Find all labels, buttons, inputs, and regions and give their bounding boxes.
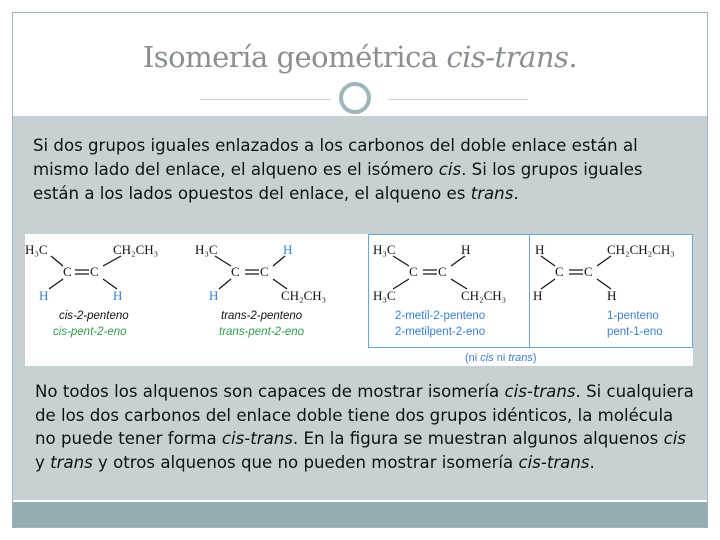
p2-f: cis bbox=[663, 429, 686, 448]
m3-bottom-right: CH₂CH₃ bbox=[461, 288, 507, 303]
non-isomer-note bbox=[465, 352, 537, 364]
note-trans: trans bbox=[508, 352, 533, 364]
m3-carbon-right: C bbox=[438, 264, 447, 279]
p1-e: . bbox=[513, 184, 519, 203]
m3-carbon-left: C bbox=[409, 264, 418, 279]
m4-top-left: H bbox=[535, 242, 545, 257]
p2-b: cis-trans bbox=[504, 382, 576, 401]
slide-title bbox=[0, 40, 720, 74]
m1-carbon-right: C bbox=[90, 264, 99, 279]
m4-bottom-right: H bbox=[607, 288, 617, 303]
m2-top-left: H₃C bbox=[195, 242, 218, 257]
p1-c: . Si los grupos iguales están a los lados opuestos del enlace, el alqueno es bbox=[33, 160, 643, 203]
m2-name bbox=[221, 310, 302, 322]
p2-h: trans bbox=[50, 452, 93, 472]
p2-a: No todos los alquenos son capaces de mostrar isomería bbox=[35, 382, 505, 401]
m3-top-left: H₃C bbox=[373, 242, 396, 257]
title-rule-left bbox=[200, 99, 330, 100]
title-text: Isomería geométrica bbox=[142, 40, 447, 74]
m2-bottom-right: CH₂CH₃ bbox=[281, 288, 327, 303]
p2-i: y otros alquenos que no pueden mostrar isomería bbox=[92, 452, 519, 472]
m4-name: 1-penteno bbox=[607, 310, 659, 322]
p2-g: y bbox=[35, 452, 51, 472]
m1-bottom-right: H bbox=[113, 288, 123, 303]
p2-d: cis-trans bbox=[221, 429, 293, 448]
note-mid: ni bbox=[493, 352, 509, 364]
panel-divider bbox=[529, 234, 530, 348]
m4-carbon-left: C bbox=[555, 264, 564, 279]
note-cis: cis bbox=[480, 352, 494, 364]
m2-carbon-right: C bbox=[260, 264, 269, 279]
m1-iupac-text: cis-pent-2-eno bbox=[53, 326, 127, 338]
m3-bottom-left: H₃C bbox=[373, 288, 396, 303]
p1-a: Si dos grupos iguales enlazados a los carbonos del doble enlace están al mismo lado del enlace, el alqueno es el isómero bbox=[33, 136, 638, 179]
m2-name-text: trans-2-penteno bbox=[221, 310, 303, 322]
title-end: . bbox=[568, 40, 578, 74]
footer-bar bbox=[13, 502, 707, 527]
m3-iupac: 2-metilpent-2-eno bbox=[395, 326, 486, 338]
m1-top-left: H₃C bbox=[25, 242, 48, 257]
paragraph-2 bbox=[35, 380, 695, 474]
title-rule-right bbox=[388, 99, 528, 100]
p1-d: trans bbox=[470, 184, 514, 203]
m2-iupac bbox=[219, 326, 304, 338]
m2-bottom-left: H bbox=[209, 288, 219, 303]
m2-top-right: H bbox=[283, 242, 293, 257]
m4-top-right: CH₂CH₂CH₃ bbox=[607, 242, 675, 257]
m2-iupac-text: trans-pent-2-eno bbox=[219, 326, 305, 338]
p2-e: . En la figura se muestran algunos alquenos bbox=[292, 429, 664, 448]
p2-k: . bbox=[589, 452, 595, 472]
p2-c: . Si cualquiera de los dos carbonos del enlace doble tiene dos grupos idénticos, la molécula no puede tener forma bbox=[35, 382, 694, 448]
m1-iupac bbox=[53, 326, 127, 338]
m1-bottom-left: H bbox=[39, 288, 49, 303]
p1-b: cis bbox=[438, 160, 462, 179]
m1-name-text: cis-2-penteno bbox=[59, 310, 129, 322]
m4-iupac: pent-1-eno bbox=[607, 326, 663, 338]
m3-top-right: H bbox=[461, 242, 471, 257]
m1-carbon-left: C bbox=[63, 264, 72, 279]
note-open: (ni bbox=[465, 352, 481, 364]
m1-top-right: CH₂CH₃ bbox=[113, 242, 159, 257]
m4-bottom-left: H bbox=[533, 288, 543, 303]
m3-name: 2-metil-2-penteno bbox=[395, 310, 486, 322]
ring-icon bbox=[339, 82, 371, 114]
m2-carbon-left: C bbox=[231, 264, 240, 279]
p2-j: cis-trans bbox=[518, 452, 590, 472]
title-italic: cis-trans bbox=[446, 40, 569, 74]
paragraph-1 bbox=[33, 134, 693, 206]
m4-carbon-right: C bbox=[584, 264, 593, 279]
note-close: ) bbox=[532, 352, 537, 364]
alkene-figure bbox=[25, 234, 693, 366]
m1-name bbox=[59, 310, 129, 322]
